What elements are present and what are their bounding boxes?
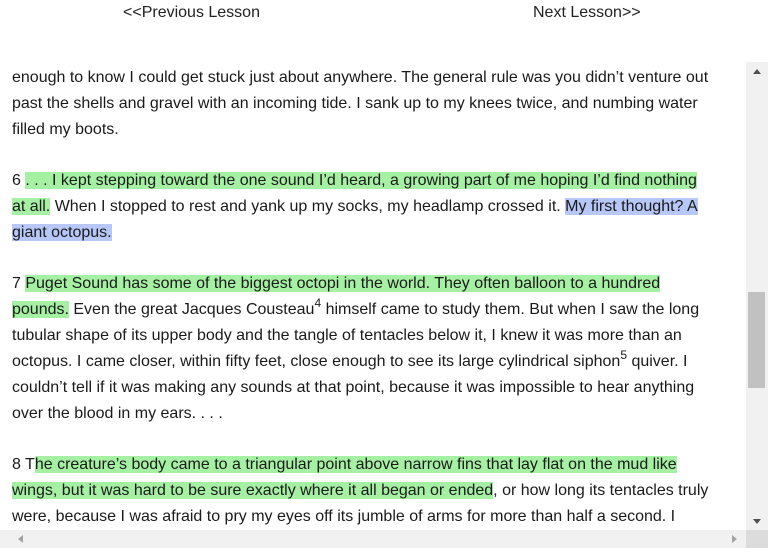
horizontal-scrollbar[interactable] bbox=[0, 530, 746, 548]
text-line bbox=[12, 220, 746, 246]
text-line: couldn’t tell if it was making any sounds at that point, because it was impossible to hear anything bbox=[12, 379, 695, 396]
footnote-4-marker[interactable]: 4 bbox=[314, 296, 322, 310]
green-highlight[interactable]: pounds. bbox=[12, 301, 69, 318]
scroll-up-button[interactable] bbox=[746, 62, 768, 80]
text-line bbox=[12, 349, 746, 375]
text-line: filled my boots. bbox=[12, 121, 119, 138]
green-highlight[interactable]: at all. bbox=[12, 198, 51, 215]
paragraph-number: 6 bbox=[12, 172, 21, 189]
green-highlight[interactable]: . . . I kept stepping toward the one sound I’d heard, a growing part of me hoping I’d find nothing bbox=[25, 172, 697, 189]
previous-lesson-link[interactable]: <<Previous Lesson bbox=[123, 4, 260, 21]
passage-text bbox=[12, 65, 746, 530]
text-line bbox=[12, 297, 746, 323]
text-line bbox=[12, 478, 746, 504]
arrow-down-icon bbox=[753, 519, 761, 524]
paragraph-number: 8 T bbox=[12, 456, 35, 473]
lesson-navigation bbox=[0, 0, 768, 30]
vertical-scroll-thumb[interactable] bbox=[748, 292, 765, 388]
paragraph-number: 7 bbox=[12, 275, 21, 292]
scroll-right-button[interactable] bbox=[724, 530, 744, 548]
text-line: were, because I was afraid to pry my eyes off its jumble of arms for more than half a second. I bbox=[12, 508, 676, 525]
green-highlight[interactable]: Puget Sound has some of the biggest octopi in the world. They often balloon to a hundred bbox=[25, 275, 661, 292]
paragraph-8 bbox=[12, 452, 746, 530]
text-line bbox=[12, 168, 746, 194]
next-lesson-link[interactable]: Next Lesson>> bbox=[533, 4, 641, 21]
arrow-right-icon bbox=[732, 535, 737, 543]
paragraph-7 bbox=[12, 271, 746, 427]
scroll-down-button[interactable] bbox=[746, 512, 768, 530]
blue-highlight[interactable]: giant octopus. bbox=[12, 224, 112, 241]
scroll-left-button[interactable] bbox=[10, 530, 30, 548]
text-line bbox=[12, 452, 746, 478]
scrollbar-corner bbox=[746, 530, 768, 548]
text-line bbox=[12, 194, 746, 220]
arrow-up-icon bbox=[753, 69, 761, 74]
paragraph-6 bbox=[12, 168, 746, 246]
green-highlight[interactable]: wings, but it was hard to be sure exactly where it all began or ended bbox=[12, 482, 494, 499]
blue-highlight[interactable]: My first thought? A bbox=[565, 198, 698, 215]
vertical-scrollbar[interactable] bbox=[746, 62, 768, 530]
text-line bbox=[12, 271, 746, 297]
text-line: tubular shape of its upper body and the tangle of tentacles below it, I knew it was more than an bbox=[12, 327, 682, 344]
footnote-5-marker[interactable]: 5 bbox=[620, 348, 627, 362]
reading-content[interactable] bbox=[0, 62, 746, 530]
reading-panel bbox=[0, 62, 768, 555]
text-line: past the shells and gravel with an incoming tide. I sank up to my knees twice, and numbing water bbox=[12, 95, 698, 112]
plain-text: , or how long its tentacles truly bbox=[493, 482, 709, 499]
plain-text: quiver. I bbox=[627, 353, 688, 370]
plain-text: Even the great Jacques Cousteau bbox=[68, 301, 315, 318]
arrow-left-icon bbox=[18, 535, 23, 543]
plain-text: When I stopped to rest and yank up my socks, my headlamp crossed it. bbox=[50, 198, 566, 215]
plain-text: himself came to study them. But when I saw the long bbox=[321, 301, 700, 318]
paragraph-5 bbox=[12, 65, 746, 143]
green-highlight[interactable]: he creature’s body came to a triangular point above narrow fins that lay flat on the mud like bbox=[34, 456, 677, 473]
plain-text: octopus. I came closer, within fifty feet, close enough to see its large cylindrical siphon bbox=[12, 353, 621, 370]
text-line: over the blood in my ears. . . . bbox=[12, 405, 223, 422]
text-line: enough to know I could get stuck just about anywhere. The general rule was you didn’t venture out bbox=[12, 69, 709, 86]
